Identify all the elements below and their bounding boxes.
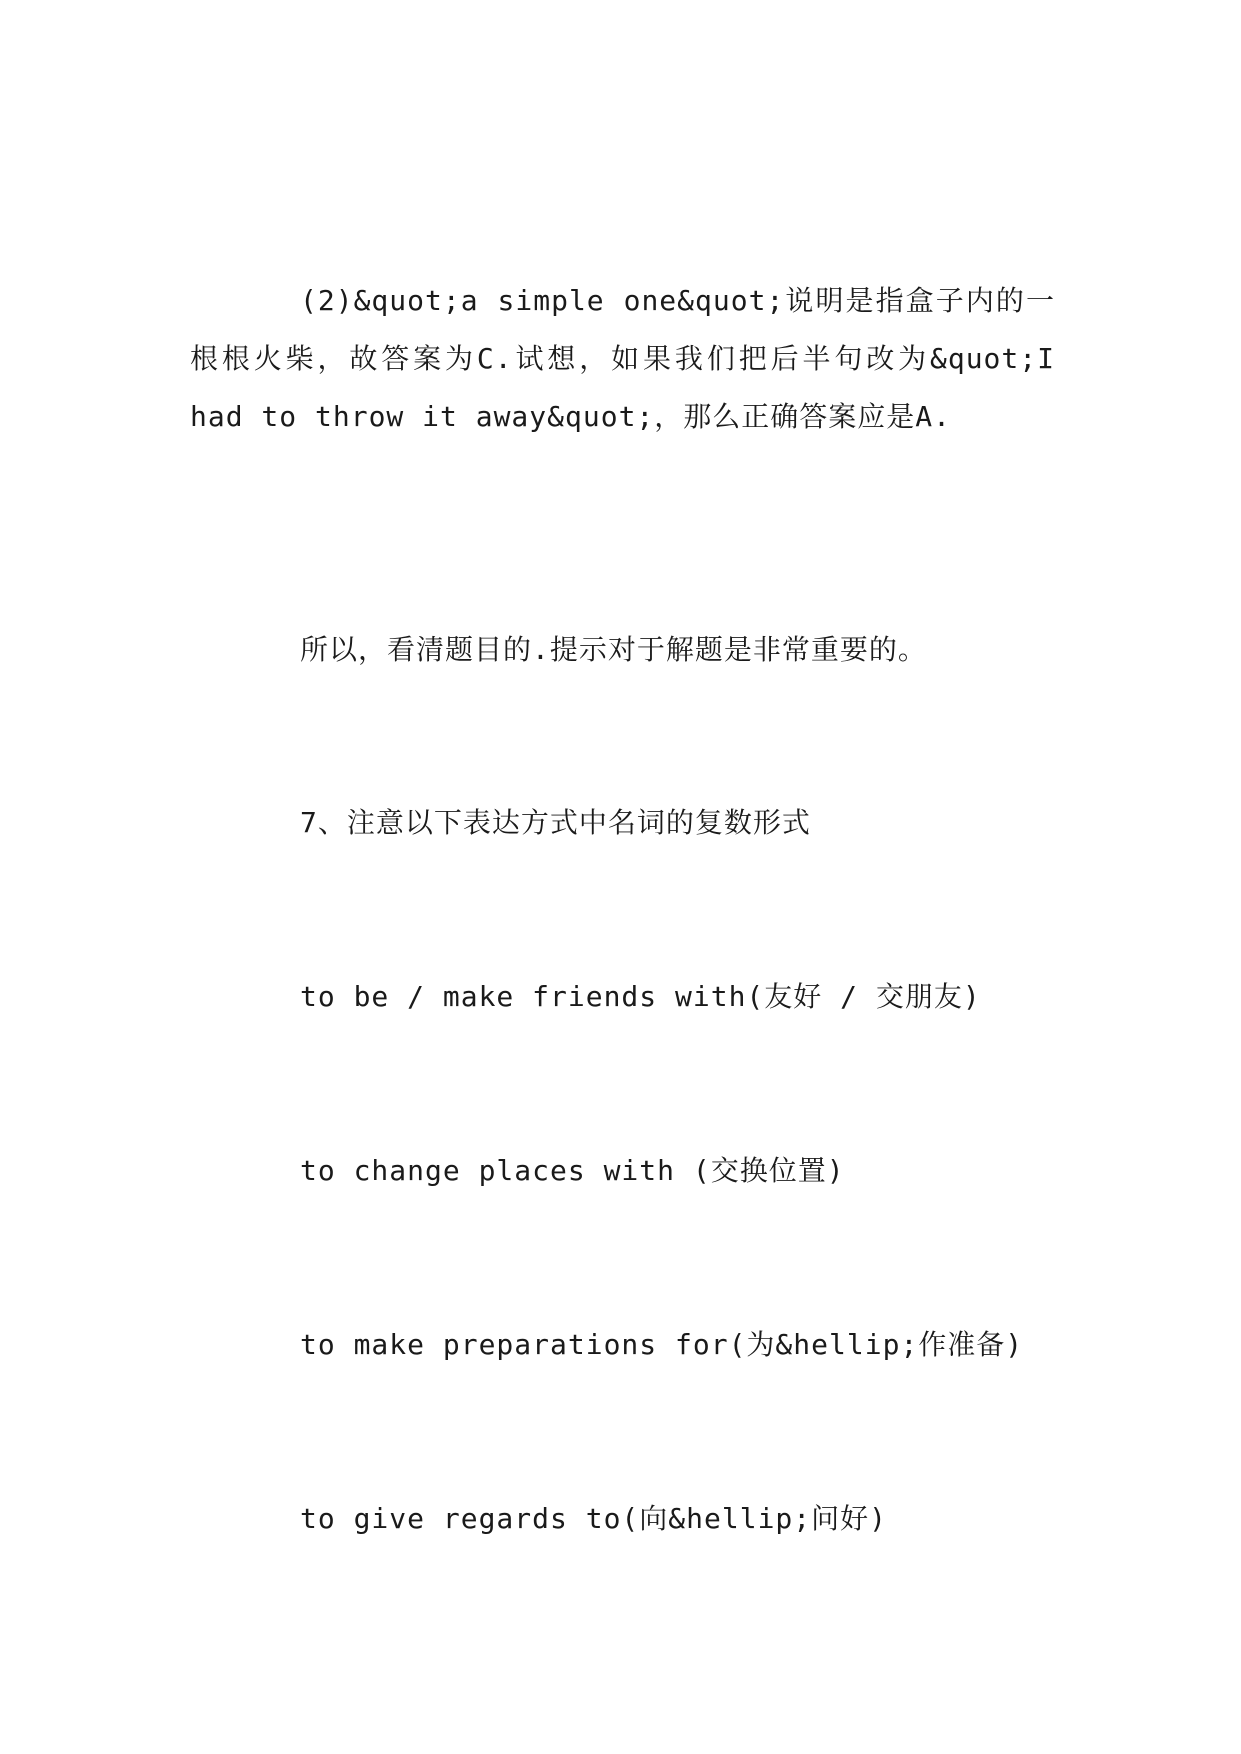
paragraph-conclusion: 所以，看清题目的.提示对于解题是非常重要的。 [300, 633, 927, 666]
phrase-give-regards: to give regards to(向&hellip;问好) [300, 1502, 888, 1535]
phrase-change-places: to change places with (交换位置) [300, 1154, 845, 1187]
phrase-make-friends: to be / make friends with(友好 / 交朋友) [300, 980, 981, 1013]
phrase-make-preparations: to make preparations for(为&hellip;作准备) [300, 1328, 1024, 1361]
section-heading-plural-nouns: 7、注意以下表达方式中名词的复数形式 [300, 806, 811, 839]
paragraph-answer-explanation: (2)&quot;a simple one&quot;说明是指盒子内的一根根火柴，故答案为C.试想，如果我们把后半句改为&quot;I had to throw it away&quot;，那么正确答案应是A. [190, 284, 1055, 433]
